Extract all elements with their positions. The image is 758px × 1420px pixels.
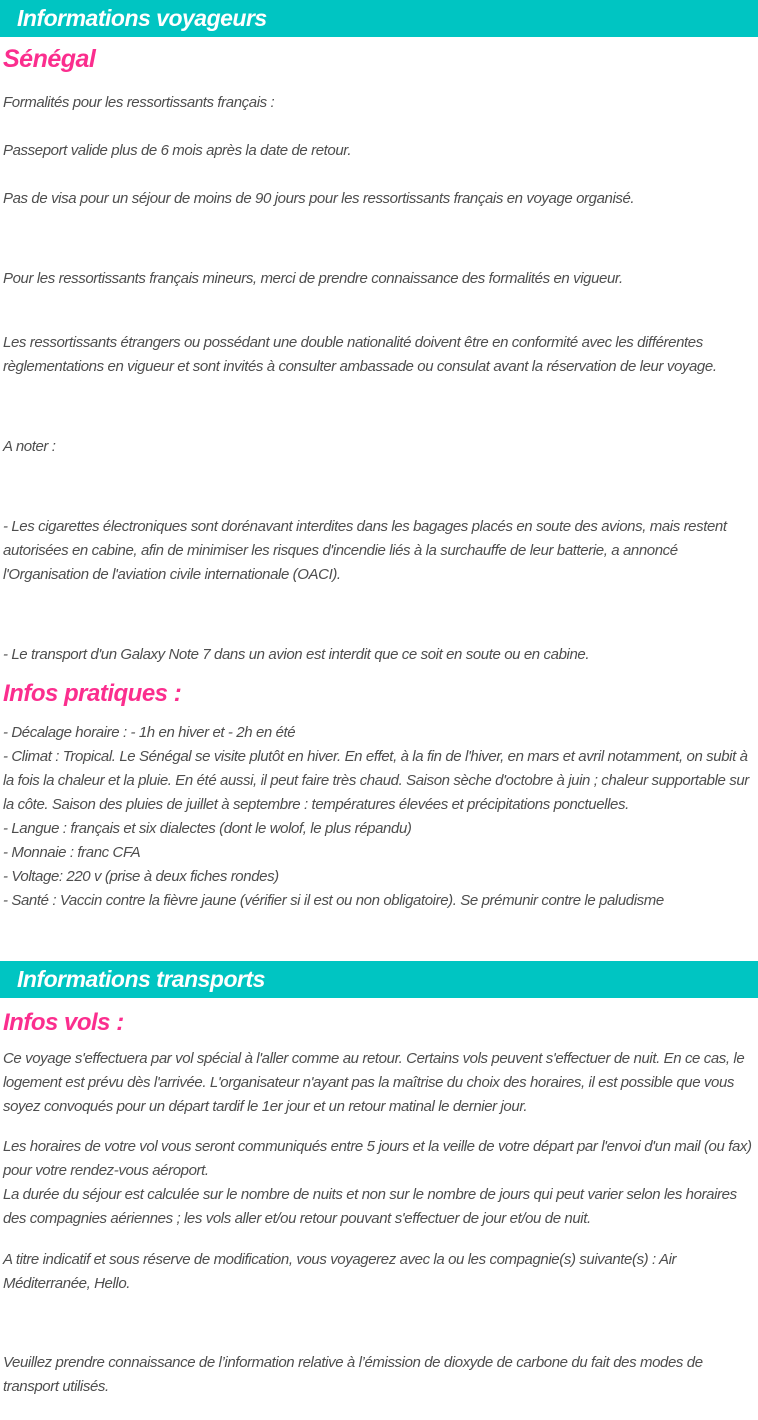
informations-transports-bar: [0, 961, 758, 998]
visa-info: Pas de visa pour un séjour de moins de 90 jours pour les ressortissants français en voyage organisé.: [3, 190, 635, 207]
etrangers-info: Les ressortissants étrangers ou possédant une double nationalité doivent être en conformité avec les différentes règlementations en vigueur et sont invités à consulter ambassade ou consulat avant la réservation de leur voyage.: [3, 334, 717, 375]
langue-item: - Langue : français et six dialectes (dont le wolof, le plus répandu): [3, 820, 412, 837]
cigarettes-electroniques-info: - Les cigarettes électroniques sont dorénavant interdites dans les bagages placés en soute des avions, mais restent autorisées en cabine, afin de minimiser les risques d'incendie liés à la surchauffe de leur batterie, a annoncé l'Organisation de l'aviation civile internationale (OACI).: [3, 518, 727, 583]
country-title: Sénégal: [3, 45, 96, 73]
transports-section: [0, 1008, 758, 1420]
horaires-info: Les horaires de votre vol vous seront communiqués entre 5 jours et la veille de votre départ par l'envoi d'un mail (ou fax) pour votre rendez-vous aéroport.: [3, 1138, 752, 1179]
galaxy-note-info: - Le transport d'un Galaxy Note 7 dans un avion est interdit que ce soit en soute ou en cabine.: [3, 646, 590, 663]
formalites-heading: Formalités pour les ressortissants français :: [3, 94, 275, 111]
infos-pratiques-list: [3, 721, 757, 913]
vol-special-info: Ce voyage s'effectuera par vol spécial à l'aller comme au retour. Certains vols peuvent s'effectuer de nuit. En ce cas, le logement est prévu dès l'arrivée. L'organisateur n'ayant pas la maîtrise du choix des horaires, il est possible que vous soyez convoqués pour un départ tardif le 1er jour et un retour matinal le dernier jour.: [3, 1050, 745, 1115]
informations-transports-bar-title: Informations transports: [17, 966, 265, 992]
informations-voyageurs-bar: [0, 0, 758, 37]
infos-pratiques-title: Infos pratiques :: [3, 680, 182, 707]
compagnies-info: A titre indicatif et sous réserve de modification, vous voyagerez avec la ou les compagnie(s) suivante(s) : Air Méditerranée, Hello.: [3, 1251, 677, 1292]
a-noter-label: A noter :: [3, 438, 56, 455]
voltage-item: - Voltage: 220 v (prise à deux fiches rondes): [3, 868, 279, 885]
climat-item: - Climat : Tropical. Le Sénégal se visite plutôt en hiver. En effet, à la fin de l'hiver, en mars et avril notamment, on subit à la fois la chaleur et la pluie. En été aussi, il peut faire très chaud. Saison sèche d'octobre à juin ; chaleur supportable sur la côte. Saison des pluies de juillet à septembre : températures élevées et précipitations ponctuelles.: [3, 748, 749, 813]
infos-vols-title: Infos vols :: [3, 1009, 124, 1036]
mineurs-info: Pour les ressortissants français mineurs, merci de prendre connaissance des formalités en vigueur.: [3, 270, 623, 287]
voyageurs-section: [0, 44, 758, 913]
sante-item: - Santé : Vaccin contre la fièvre jaune (vérifier si il est ou non obligatoire). Se prémunir contre le paludisme: [3, 892, 664, 909]
duree-sejour-info: La durée du séjour est calculée sur le nombre de nuits et non sur le nombre de jours qui peut varier selon les horaires des compagnies aériennes ; les vols aller et/ou retour pouvant s'effectuer de jour et/ou de nuit.: [3, 1186, 737, 1227]
decalage-horaire-item: - Décalage horaire : - 1h en hiver et - 2h en été: [3, 724, 296, 741]
co2-info: Veuillez prendre connaissance de l’information relative à l’émission de dioxyde de carbone du fait des modes de transport utilisés.: [3, 1354, 703, 1395]
informations-voyageurs-bar-title: Informations voyageurs: [17, 5, 267, 31]
passeport-info: Passeport valide plus de 6 mois après la date de retour.: [3, 142, 352, 159]
monnaie-item: - Monnaie : franc CFA: [3, 844, 141, 861]
